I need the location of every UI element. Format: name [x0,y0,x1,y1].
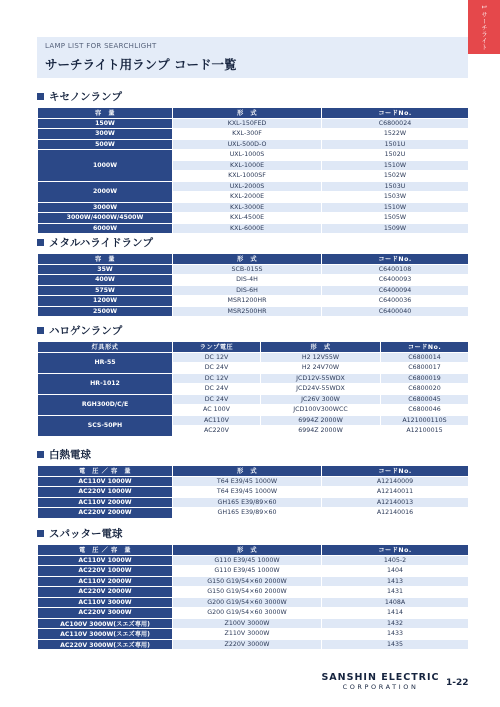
cell-voltage: AC 100V [173,405,261,416]
table-row [38,576,469,587]
cell-code: 1435 [322,639,469,650]
bullet-square-icon [37,239,44,246]
cell-voltage: DC 12V [173,352,261,363]
table-row [38,373,469,384]
cell-model: KXL-1000SF [173,171,322,182]
cell-code: A12100015 [381,426,469,437]
column-header: ランプ電圧 [173,342,261,353]
cell-code: 1510W [322,160,469,171]
cell-code: 1413 [322,576,469,587]
cell-model: KXL-300F [173,129,322,140]
cell-voltage: DC 24V [173,384,261,395]
table-row [38,394,469,405]
row-label: 35W [38,264,173,275]
logo-line-2: CORPORATION [342,683,419,691]
cell-code: 1404 [322,566,469,577]
table-row [38,608,469,619]
row-label: 575W [38,285,173,296]
table-row [38,129,469,140]
cell-code: 1503W [322,192,469,203]
section-sputter [37,527,468,650]
cell-model: Z110V 3000W [173,629,322,640]
table-row [38,352,469,363]
cell-code: 1414 [322,608,469,619]
table-row [38,264,469,275]
table-row [38,181,469,192]
cell-model: G110 E39/45 1000W [173,566,322,577]
row-label: AC110V 3000W [38,597,173,608]
cell-code: 1510W [322,202,469,213]
section-xenon [37,90,468,234]
row-label: 1200W [38,296,173,307]
row-label: 6000W [38,223,173,234]
cell-code: C6800046 [381,405,469,416]
column-header: 電 圧 ／ 容 量 [38,466,173,477]
cell-model: KXL-1000E [173,160,322,171]
chapter-tab-label: 1 サーチライト [480,5,487,51]
cell-code: 1509W [322,223,469,234]
cell-code: C6800024 [322,118,469,129]
cell-model: G150 G19/54×60 2000W [173,587,322,598]
row-label: 500W [38,139,173,150]
table-row [38,566,469,577]
page-subtitle: LAMP LIST FOR SEARCHLIGHT [45,42,157,50]
section-title: 白熱電球 [37,448,468,462]
row-label: AC220V 3000W(スエズ専用) [38,639,173,650]
bullet-square-icon [37,451,44,458]
cell-code: C6400108 [322,264,469,275]
cell-voltage: AC110V [173,415,261,426]
cell-model: KXL-150FED [173,118,322,129]
sputter-table [37,544,469,650]
column-header: 形 式 [261,342,381,353]
column-header: 灯具形式 [38,342,173,353]
cell-model: DIS-4H [173,275,322,286]
cell-model: 6994Z 2000W [261,415,381,426]
halogen-table [37,341,469,437]
table-row [38,497,469,508]
cell-code: 1502W [322,171,469,182]
row-label: AC110V 3000W(スエズ専用) [38,629,173,640]
incandescent-table [37,465,469,519]
cell-code: 1503U [322,181,469,192]
table-row [38,118,469,129]
page-number: 1-22 [446,678,469,688]
cell-code: 1505W [322,213,469,224]
row-label: 3000W [38,202,173,213]
bullet-square-icon [37,93,44,100]
cell-model: Z220V 3000W [173,639,322,650]
cell-model: G200 G19/54×60 3000W [173,597,322,608]
row-label: AC110V 1000W [38,555,173,566]
section-title: ハロゲンランプ [37,324,468,338]
cell-model: G200 G19/54×60 3000W [173,608,322,619]
cell-model: KXL-6000E [173,223,322,234]
cell-model: MSR2500HR [173,306,322,317]
cell-model: DIS-6H [173,285,322,296]
cell-voltage: DC 12V [173,373,261,384]
cell-code: C6800019 [381,373,469,384]
bullet-square-icon [37,530,44,537]
cell-code: C6800017 [381,363,469,374]
table-row [38,597,469,608]
cell-code: C6800045 [381,394,469,405]
cell-voltage: DC 24V [173,394,261,405]
cell-code: A12140011 [322,487,469,498]
section-metal-halide [37,236,468,317]
cell-code: 1433 [322,629,469,640]
column-header: 形 式 [173,108,322,119]
table-row [38,275,469,286]
cell-model: G150 G19/54×60 2000W [173,576,322,587]
row-label: 300W [38,129,173,140]
table-row [38,223,469,234]
column-header: コードNo. [322,254,469,265]
section-title: スパッター電球 [37,527,468,541]
table-row [38,587,469,598]
cell-model: 6994Z 2000W [261,426,381,437]
cell-code: A12140013 [322,497,469,508]
cell-model: UXL-1000S [173,150,322,161]
section-title: メタルハライドランプ [37,236,468,250]
row-label: HR-55 [38,352,173,373]
table-row [38,476,469,487]
cell-model: MSR1200HR [173,296,322,307]
table-row [38,202,469,213]
table-row [38,629,469,640]
cell-model: UXL-500D-O [173,139,322,150]
row-label: AC100V 3000W(スエズ専用) [38,618,173,629]
table-row [38,487,469,498]
cell-code: C6400093 [322,275,469,286]
row-label: HR-1012 [38,373,173,394]
table-row [38,306,469,317]
company-logo [318,672,443,691]
cell-model: KXL-3000E [173,202,322,213]
cell-model: JCD100V300WCC [261,405,381,416]
cell-code: A121000110S [381,415,469,426]
cell-code: 1431 [322,587,469,598]
row-label: AC220V 3000W [38,608,173,619]
cell-model: T64 E39/45 1000W [173,487,322,498]
cell-model: GH165 E39/89×60 [173,497,322,508]
cell-code: C6800020 [381,384,469,395]
cell-model: Z100V 3000W [173,618,322,629]
cell-voltage: AC220V [173,426,261,437]
chapter-tab [468,0,500,54]
xenon-table [37,107,469,234]
logo-line-1: SANSHIN ELECTRIC [321,672,440,683]
row-label: 1000W [38,150,173,182]
table-row [38,150,469,161]
column-header: 形 式 [173,466,322,477]
table-row [38,285,469,296]
row-label: AC110V 2000W [38,497,173,508]
column-header: コードNo. [322,545,469,556]
row-label: 2500W [38,306,173,317]
row-label: AC220V 1000W [38,487,173,498]
row-label: RGH300D/C/E [38,394,173,415]
cell-model: JCD12V-55WDX [261,373,381,384]
section-title: キセノンランプ [37,90,468,104]
metal-halide-table [37,253,469,317]
table-row [38,508,469,519]
cell-code: 1501U [322,139,469,150]
bullet-square-icon [37,327,44,334]
table-row [38,213,469,224]
column-header: 容 量 [38,254,173,265]
row-label: AC220V 2000W [38,508,173,519]
cell-voltage: DC 24V [173,363,261,374]
cell-code: A12140016 [322,508,469,519]
cell-code: C6400094 [322,285,469,296]
cell-model: G110 E39/45 1000W [173,555,322,566]
row-label: AC220V 1000W [38,566,173,577]
cell-code: 1432 [322,618,469,629]
column-header: 形 式 [173,254,322,265]
row-label: AC220V 2000W [38,587,173,598]
row-label: 150W [38,118,173,129]
table-row [38,639,469,650]
table-row [38,415,469,426]
column-header: コードNo. [322,466,469,477]
cell-model: KXL-2000E [173,192,322,203]
section-halogen [37,324,468,437]
row-label: 2000W [38,181,173,202]
cell-model: KXL-4500E [173,213,322,224]
table-row [38,618,469,629]
cell-code: C6800014 [381,352,469,363]
column-header: 容 量 [38,108,173,119]
page-header [37,37,468,78]
section-incandescent [37,448,468,519]
table-row [38,555,469,566]
cell-model: JCD24V-55WDX [261,384,381,395]
cell-code: C6400036 [322,296,469,307]
cell-code: C6400040 [322,306,469,317]
row-label: 400W [38,275,173,286]
cell-model: T64 E39/45 1000W [173,476,322,487]
table-row [38,139,469,150]
cell-model: UXL-2000S [173,181,322,192]
column-header: コードNo. [381,342,469,353]
cell-model: SCB-015S [173,264,322,275]
row-label: AC110V 1000W [38,476,173,487]
column-header: 電 圧 ／ 容 量 [38,545,173,556]
row-label: AC110V 2000W [38,576,173,587]
row-label: SCS-50PH [38,415,173,436]
cell-model: H2 24V70W [261,363,381,374]
cell-code: 1405-2 [322,555,469,566]
cell-model: GH165 E39/89×60 [173,508,322,519]
column-header: 形 式 [173,545,322,556]
cell-code: A12140009 [322,476,469,487]
cell-model: H2 12V55W [261,352,381,363]
row-label: 3000W/4000W/4500W [38,213,173,224]
cell-code: 1522W [322,129,469,140]
cell-code: 1502U [322,150,469,161]
table-row [38,296,469,307]
page-title: サーチライト用ランプ コード一覧 [45,57,237,72]
cell-model: JC26V 300W [261,394,381,405]
column-header: コードNo. [322,108,469,119]
cell-code: 1408A [322,597,469,608]
